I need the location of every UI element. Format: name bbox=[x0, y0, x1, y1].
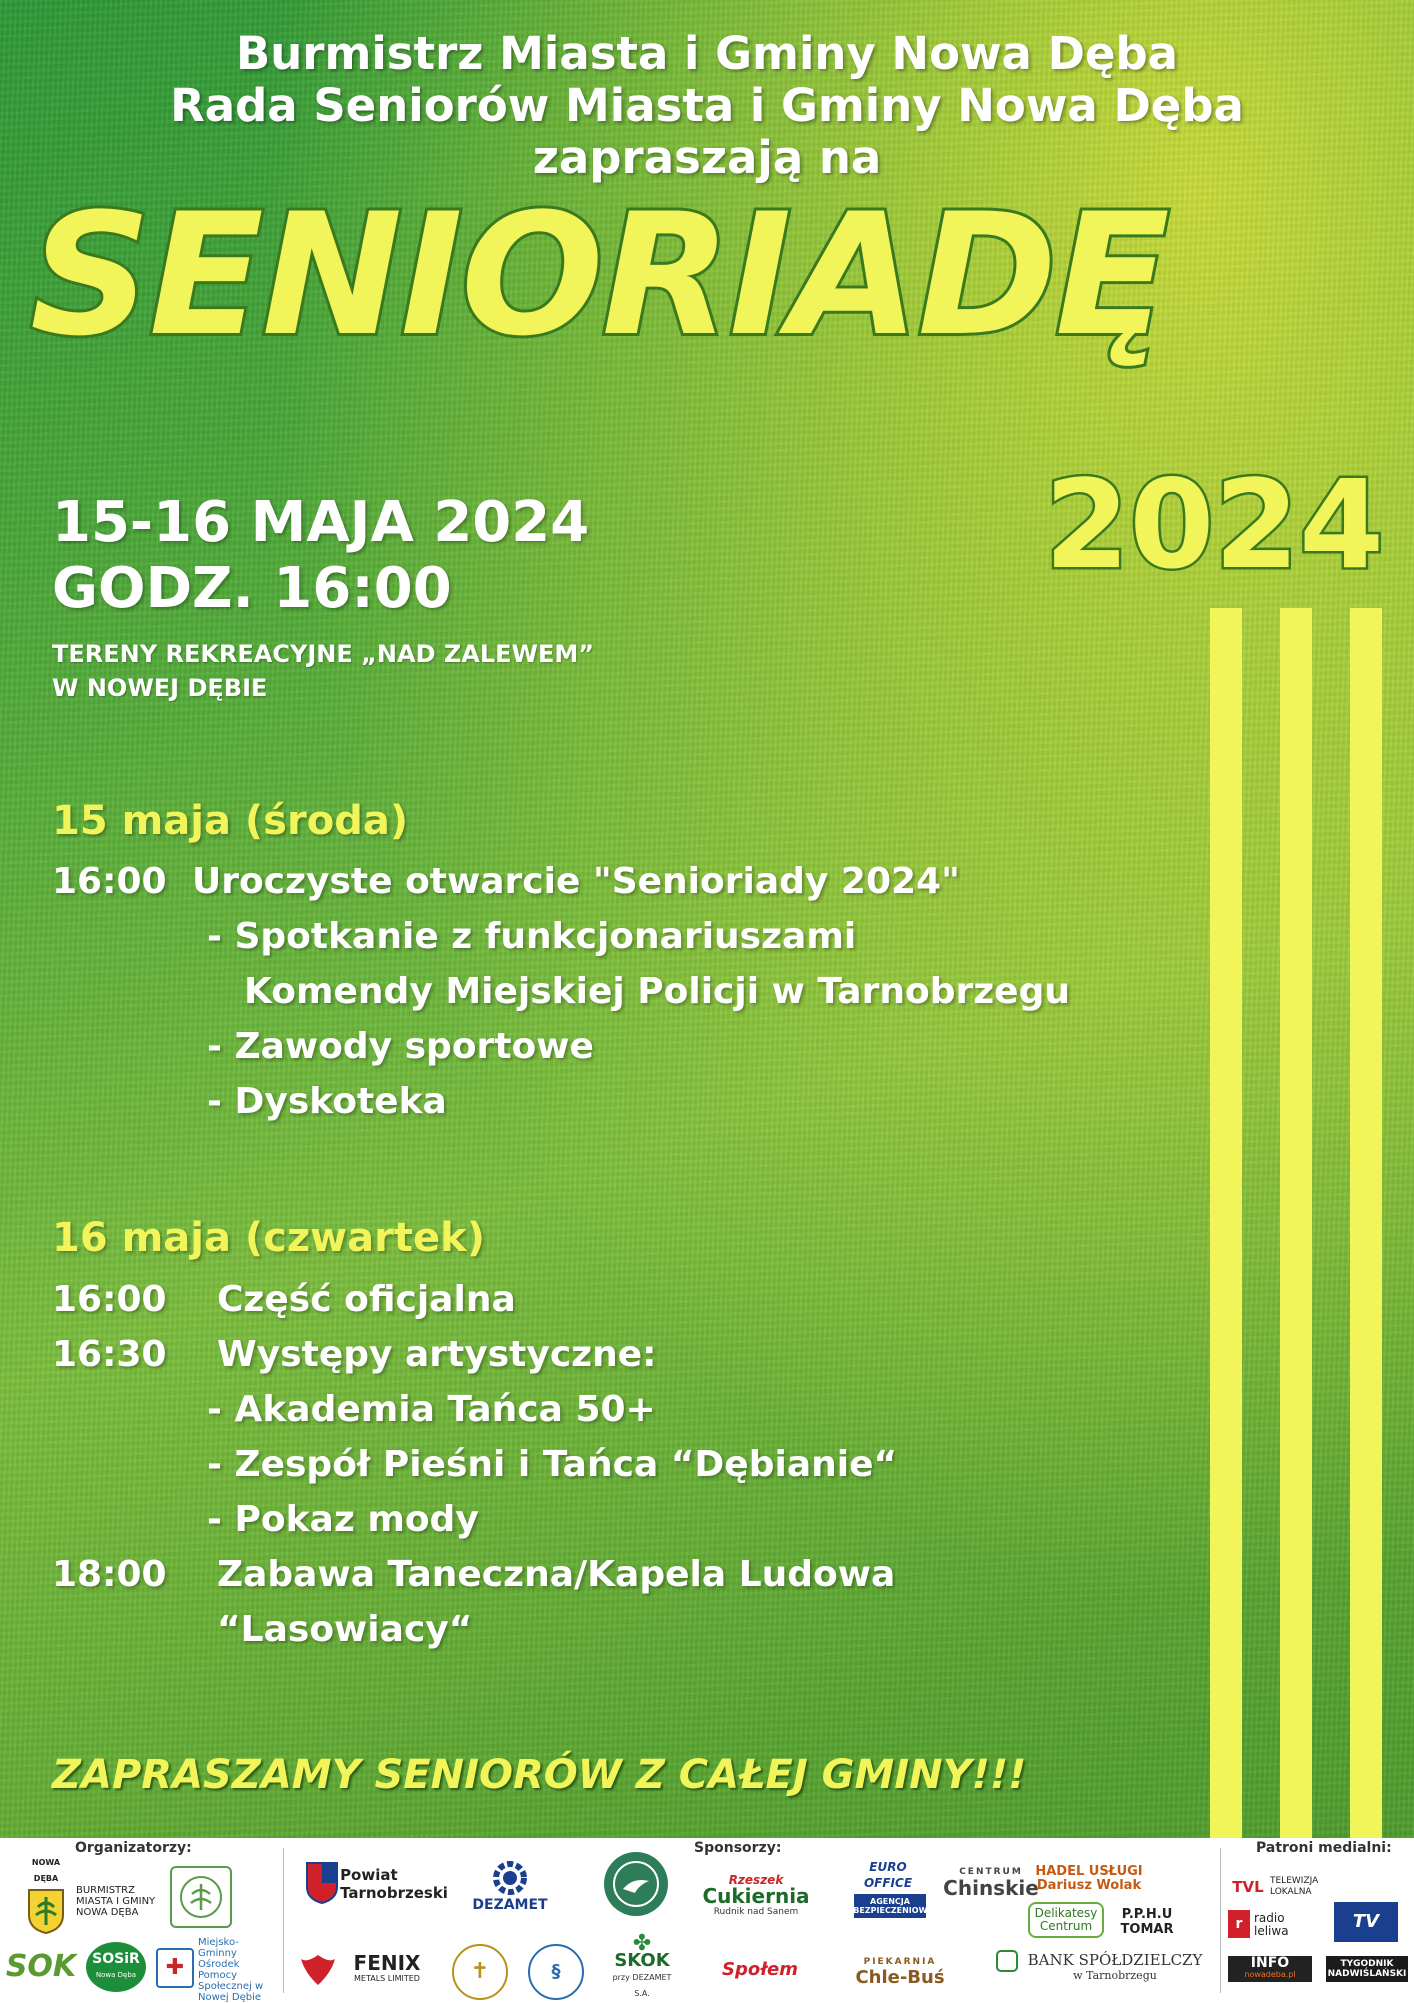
info-logo bbox=[1228, 1956, 1312, 1982]
bird-icon bbox=[611, 1859, 661, 1909]
skok-knot-icon: ✤ bbox=[632, 1931, 652, 1956]
sponsors-label: Sponsorzy: bbox=[694, 1840, 782, 1856]
powiat-crest-icon bbox=[304, 1860, 340, 1906]
nadlesnictwo-logo bbox=[604, 1852, 668, 1916]
event-year: 2024 bbox=[1044, 454, 1384, 596]
bank-icon bbox=[996, 1950, 1018, 1972]
date-line: 15-16 MAJA 2024 bbox=[52, 490, 590, 555]
sosir-sub-label: Nowa Dęba bbox=[95, 1971, 137, 1979]
event-venue bbox=[52, 637, 594, 705]
footer-logos bbox=[0, 1838, 1414, 2003]
delikatesy-logo: Delikatesy Centrum bbox=[1028, 1902, 1104, 1938]
schedule-time: 16:00 bbox=[52, 1279, 167, 1320]
cukiernia-script: Rzeszek bbox=[728, 1873, 784, 1887]
cukiernia-sub: Rudnik nad Sanem bbox=[713, 1907, 799, 1917]
patrons-section bbox=[1222, 1838, 1414, 2000]
skok-label: SKOK bbox=[614, 1950, 670, 1971]
info-label: INFO bbox=[1250, 1955, 1290, 1971]
schedule-event: Uroczyste otwarcie "Senioriady 2024" bbox=[192, 861, 960, 902]
schedule-item: - Pokaz mody bbox=[207, 1499, 479, 1540]
spolem-logo: Społem bbox=[722, 1959, 798, 1980]
senior-council-logo bbox=[170, 1866, 232, 1928]
schedule-item: - Zawody sportowe bbox=[207, 1026, 594, 1067]
school-seal-icon: § bbox=[528, 1944, 584, 2000]
skok-logo bbox=[604, 1931, 680, 2000]
schedule-time: 16:00 bbox=[52, 861, 167, 902]
header-line-2: Rada Seniorów Miasta i Gminy Nowa Dęba bbox=[170, 79, 1244, 132]
header-line-3: zapraszają na bbox=[532, 131, 882, 184]
dezamet-logo bbox=[462, 1856, 558, 1916]
sponsors-section bbox=[286, 1838, 1216, 2000]
burmistrz-text: BURMISTRZ MIASTA I GMINY NOWA DĘBA bbox=[76, 1884, 156, 1918]
footer-divider bbox=[283, 1848, 284, 1993]
tygodnik-logo: TYGODNIK NADWIŚLAŃSKI bbox=[1326, 1956, 1408, 1982]
venue-line-1: TERENY REKREACYJNE „NAD ZALEWEM” bbox=[52, 640, 595, 668]
cukiernia-label: Cukiernia bbox=[702, 1884, 810, 1908]
footer-divider bbox=[1220, 1848, 1221, 1993]
cukiernia-logo bbox=[696, 1868, 816, 1924]
header bbox=[0, 28, 1414, 184]
venue-line-2: W NOWEJ DĘBIE bbox=[52, 674, 268, 702]
day2-heading: 16 maja (czwartek) bbox=[52, 1215, 485, 1261]
senior-council-icon bbox=[178, 1874, 224, 1920]
schedule-item: - Dyskoteka bbox=[207, 1081, 447, 1122]
powiat-text: Powiat Tarnobrzeski bbox=[340, 1866, 448, 1902]
chlebus-label: Chle-Buś bbox=[855, 1967, 945, 1988]
event-title: SENIORIADĘ bbox=[30, 177, 1168, 373]
fenix-logo bbox=[342, 1950, 432, 1992]
mgops-icon: ✚ bbox=[156, 1948, 194, 1988]
schedule-item: - Akademia Tańca 50+ bbox=[207, 1389, 656, 1430]
time-line: GODZ. 16:00 bbox=[52, 556, 452, 621]
tomar-logo: P.P.H.U TOMAR bbox=[1120, 1907, 1174, 1937]
schedule-event: Występy artystyczne: bbox=[217, 1334, 657, 1375]
fenix-label: FENIX bbox=[353, 1951, 421, 1975]
tvl-icon: TVL bbox=[1232, 1878, 1264, 1896]
agencja-logo: AGENCJA UBEZPIECZENIOWA bbox=[854, 1894, 926, 1918]
organizers-label: Organizatorzy: bbox=[75, 1840, 192, 1856]
bank-label: BANK SPÓŁDZIELCZY bbox=[1027, 1951, 1203, 1969]
nowa-deba-crest-logo bbox=[20, 1858, 72, 1928]
fenix-sub: METALS LIMITED bbox=[354, 1974, 420, 1983]
dezamet-label: DEZAMET bbox=[472, 1897, 548, 1913]
fenix-bird-icon bbox=[296, 1948, 340, 1992]
event-date bbox=[52, 490, 589, 622]
header-line-1: Burmistrz Miasta i Gminy Nowa Dęba bbox=[235, 27, 1179, 80]
chinskie-label: Chinskie bbox=[943, 1876, 1039, 1900]
schedule-time: 16:30 bbox=[52, 1334, 167, 1375]
schedule-event: “Lasowiacy“ bbox=[217, 1609, 473, 1650]
skok-sub: przy DEZAMET S.A. bbox=[612, 1973, 672, 1998]
schedule-time: 18:00 bbox=[52, 1554, 167, 1595]
schedule-item: - Zespół Pieśni i Tańca “Dębianie“ bbox=[207, 1444, 898, 1485]
bank-logo bbox=[1022, 1946, 1208, 1990]
tvw-logo-icon: TV bbox=[1334, 1902, 1398, 1942]
day1-heading: 15 maja (środa) bbox=[52, 798, 409, 844]
invitation-slogan: ZAPRASZAMY SENIORÓW Z CAŁEJ GMINY!!! bbox=[52, 1752, 1027, 1798]
chinskie-top: CENTRUM bbox=[959, 1867, 1023, 1877]
decorative-stripe bbox=[1350, 608, 1382, 1878]
schedule-event: Zabawa Taneczna/Kapela Ludowa bbox=[217, 1554, 896, 1595]
hadel-logo: HADEL USŁUGI Dariusz Wolak bbox=[1035, 1864, 1143, 1893]
schedule-item: Komendy Miejskiej Policji w Tarnobrzegu bbox=[244, 971, 1070, 1012]
patrons-label: Patroni medialni: bbox=[1256, 1840, 1392, 1856]
decorative-stripe bbox=[1280, 608, 1312, 1878]
schedule-item: - Spotkanie z funkcjonariuszami bbox=[207, 916, 857, 957]
info-sub: nowadeba.pl bbox=[1244, 1970, 1296, 1979]
gear-icon bbox=[490, 1859, 530, 1897]
bank-sub: w Tarnobrzegu bbox=[1073, 1969, 1157, 1982]
crest-label: NOWA DĘBA bbox=[31, 1858, 61, 1883]
piekarnia-label: PIEKARNIA bbox=[863, 1957, 937, 1967]
radio-icon: r bbox=[1228, 1910, 1250, 1938]
sok-logo: SOK bbox=[5, 1949, 77, 1984]
chlebus-logo bbox=[852, 1950, 948, 1990]
radio-leliwa-text: radio leliwa bbox=[1254, 1911, 1289, 1938]
decorative-stripe bbox=[1210, 608, 1242, 1878]
sosir-label: SOSiR bbox=[92, 1951, 140, 1967]
organizers-section bbox=[0, 1838, 280, 2003]
euro-office-logo: EURO OFFICE bbox=[863, 1860, 913, 1890]
mgops-text: Miejsko-Gminny Ośrodek Pomocy Społecznej w Nowej Dębie bbox=[198, 1937, 264, 2003]
crest-icon bbox=[26, 1887, 66, 1935]
schedule-event: Część oficjalna bbox=[217, 1279, 516, 1320]
sosir-logo bbox=[86, 1942, 146, 1992]
parish-seal-icon: ✝ bbox=[452, 1944, 508, 2000]
tv-lokalna-text: TELEWIZJA LOKALNA bbox=[1270, 1876, 1319, 1897]
